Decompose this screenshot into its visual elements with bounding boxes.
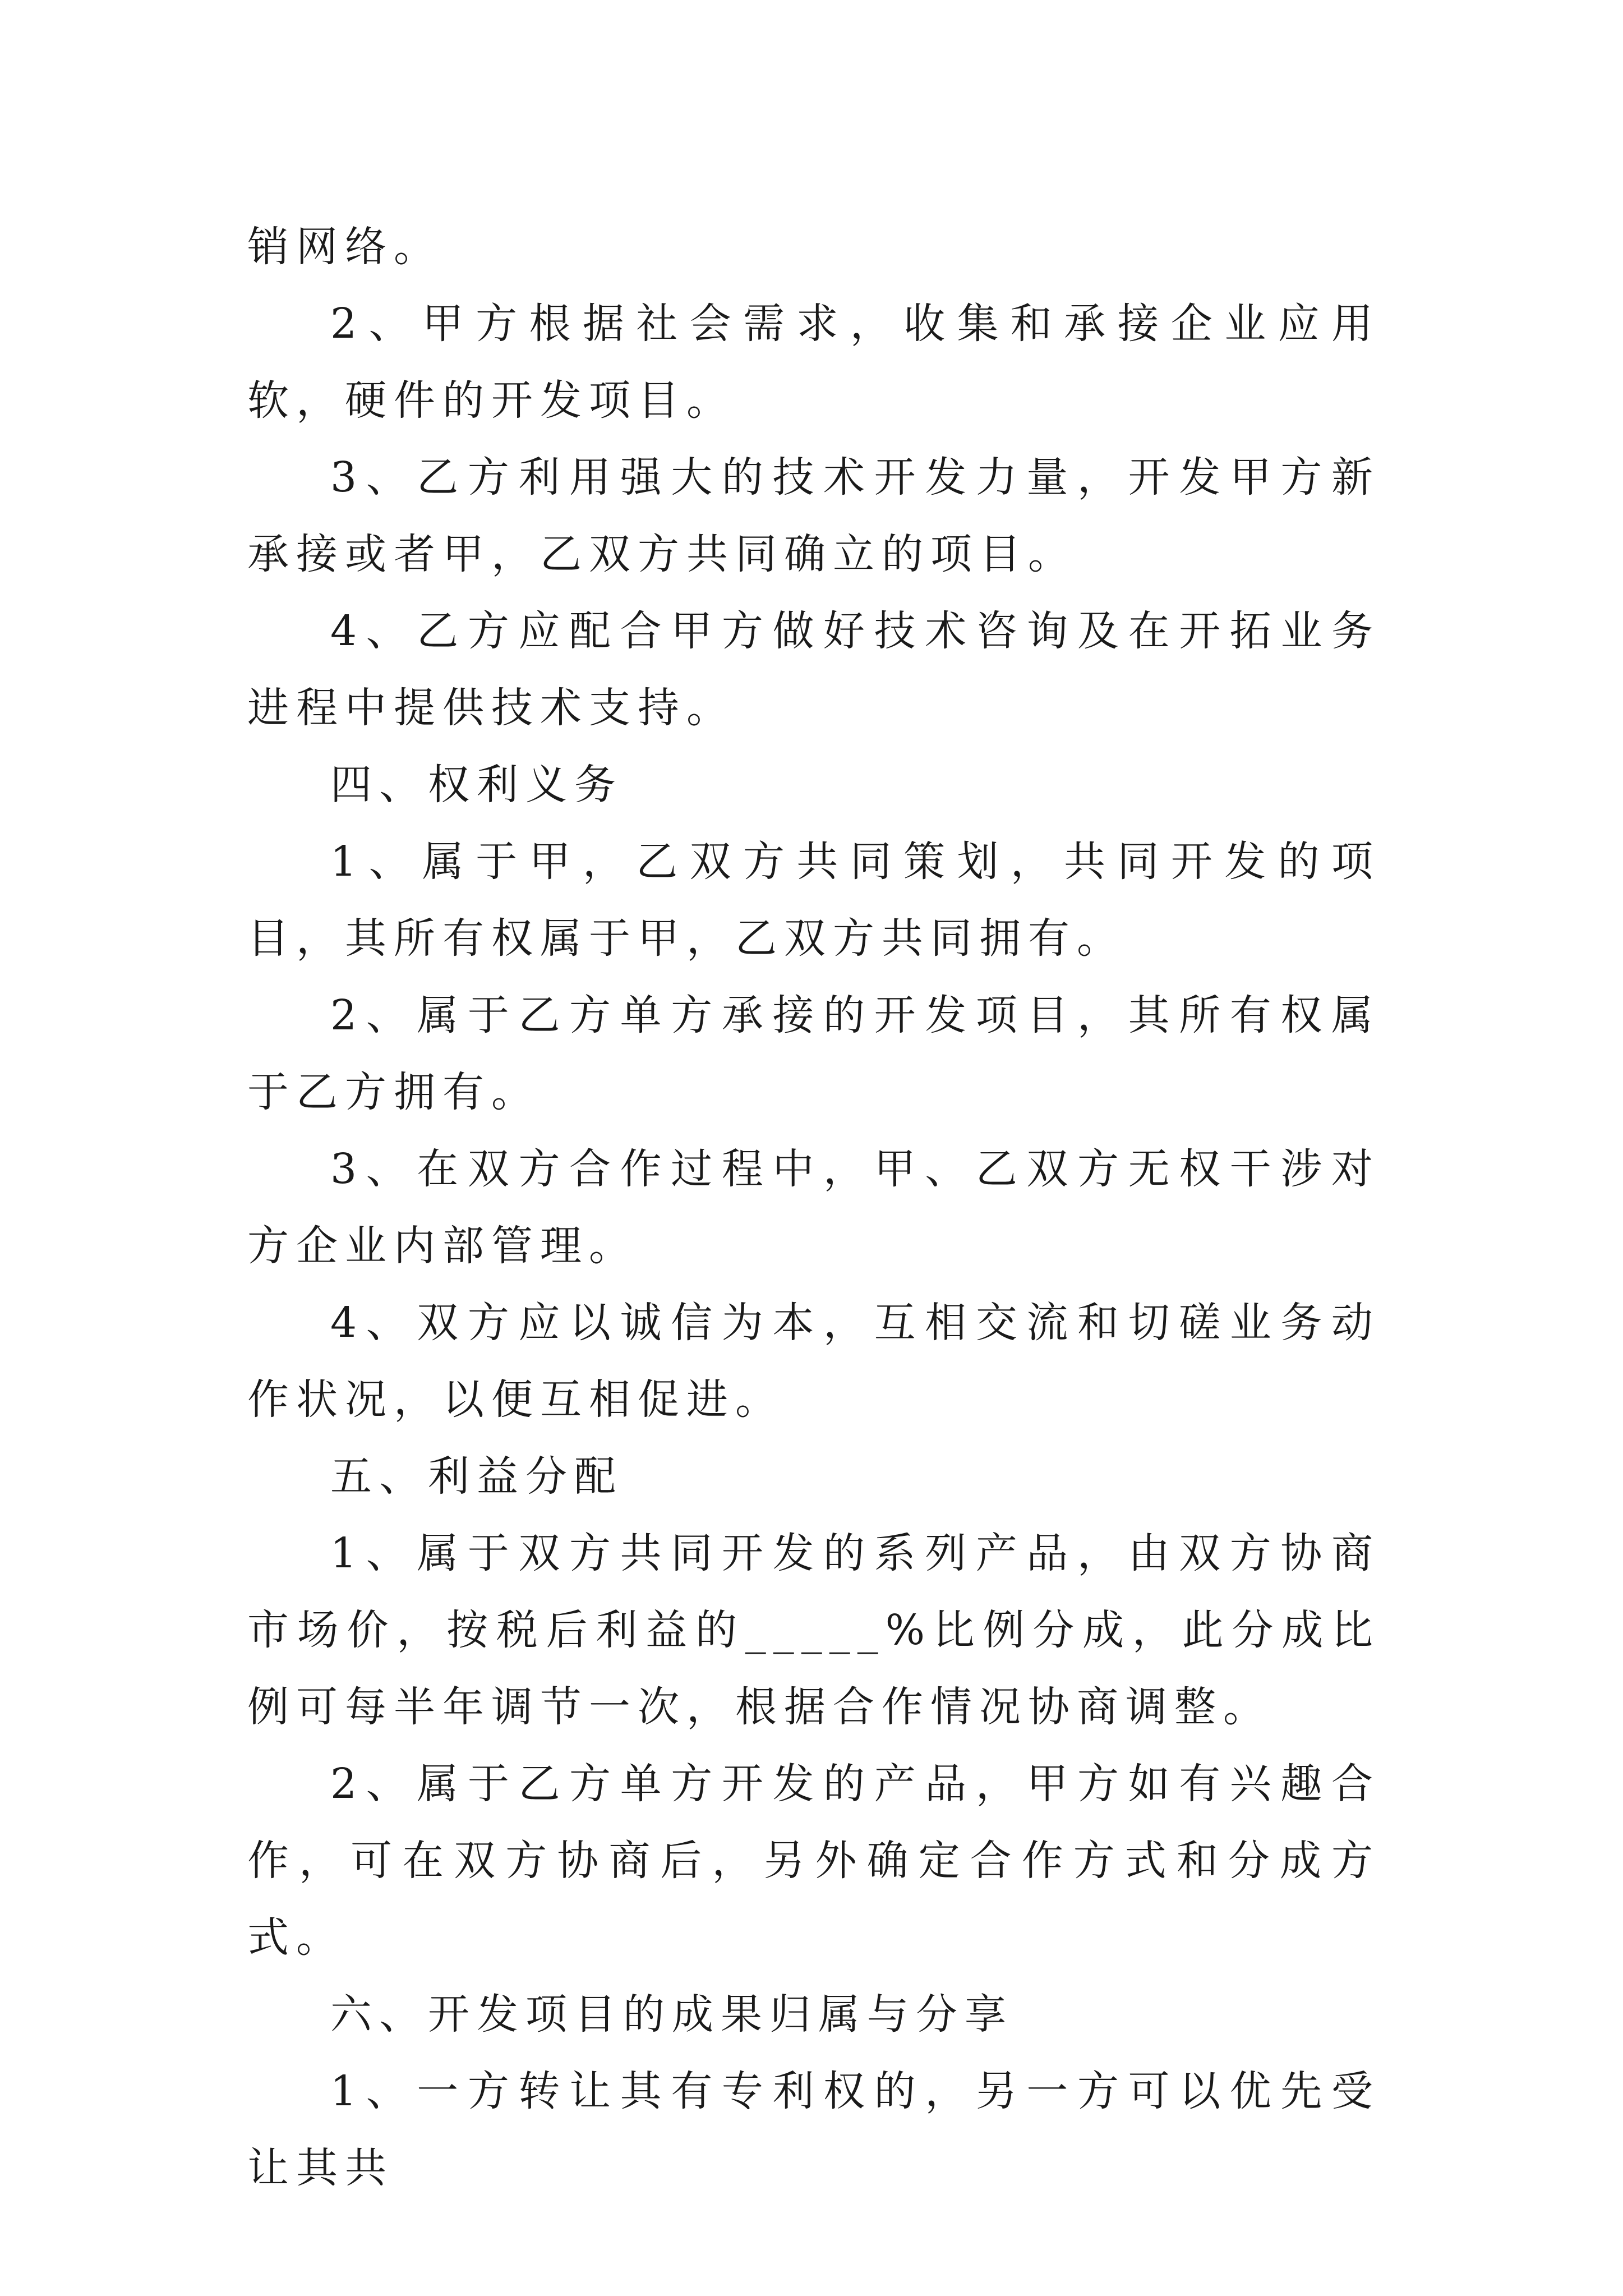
section-heading-profit-distribution: 五、利益分配 <box>330 1452 623 1501</box>
clause-3-3: 3、乙方利用强大的技术开发力量，开发甲方新承接或者甲，乙双方共同确立的项目。 <box>247 453 1380 578</box>
clause-4-4: 4、双方应以诚信为本，互相交流和切磋业务动作状况，以便互相促进。 <box>247 1299 1380 1424</box>
paragraph-continuation: 销网络。 <box>247 223 442 271</box>
section-heading-rights-obligations: 四、权利义务 <box>330 761 623 809</box>
clause-3-4: 4、乙方应配合甲方做好技术咨询及在开拓业务进程中提供技术支持。 <box>247 607 1380 732</box>
document-body <box>247 209 1380 2207</box>
clause-4-3: 3、在双方合作过程中，甲、乙双方无权干涉对方企业内部管理。 <box>247 1145 1380 1270</box>
clause-5-2: 2、属于乙方单方开发的产品，甲方如有兴趣合作，可在双方协商后，另外确定合作方式和分成方式。 <box>247 1760 1380 1962</box>
clause-5-1: 1、属于双方共同开发的系列产品，由双方协商市场价，按税后利益的_____%比例分成，此分成比例可每半年调节一次，根据合作情况协商调整。 <box>247 1529 1380 1731</box>
clause-4-1: 1、属于甲，乙双方共同策划，共同开发的项目，其所有权属于甲，乙双方共同拥有。 <box>247 838 1380 963</box>
clause-4-2: 2、属于乙方单方承接的开发项目，其所有权属于乙方拥有。 <box>247 991 1380 1116</box>
section-heading-results-ownership: 六、开发项目的成果归属与分享 <box>330 1990 1013 2039</box>
clause-3-2: 2、甲方根据社会需求，收集和承接企业应用软，硬件的开发项目。 <box>247 300 1380 425</box>
clause-6-1: 1、一方转让其有专利权的，另一方可以优先受让其共 <box>247 2067 1380 2192</box>
